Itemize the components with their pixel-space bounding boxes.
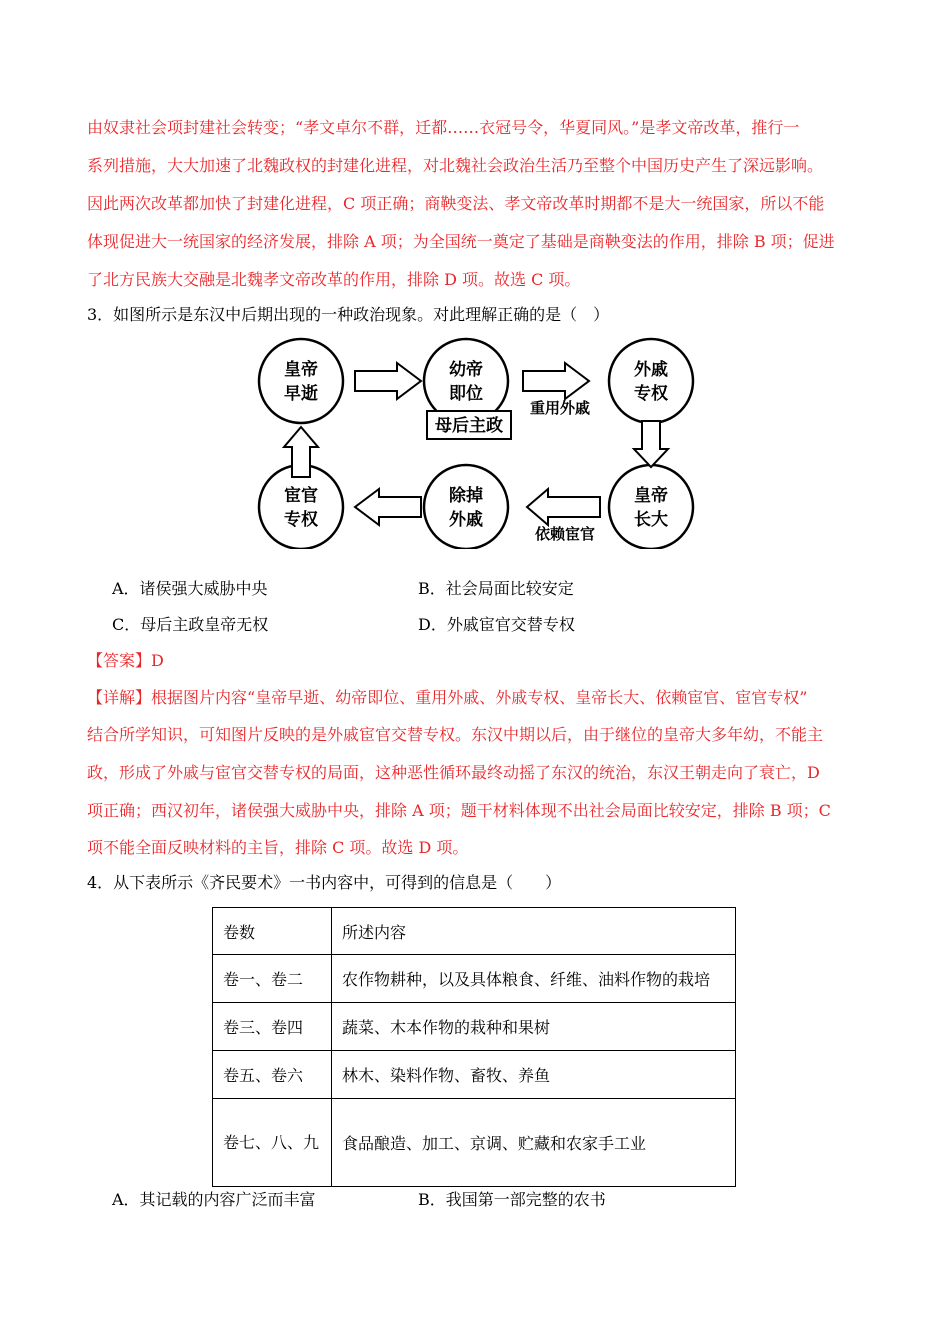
table-header-row [213, 908, 736, 955]
arrow-label: 依赖宦官 [534, 525, 596, 543]
detail-text: 根据图片内容“皇帝早逝、幼帝即位、重用外戚、外戚专权、皇帝长大、依赖宦官、宦官专权” [151, 688, 808, 707]
explanation-line: 因此两次改革都加快了封建化进程，C 项正确；商鞅变法、孝文帝改革时期都不是大一统国家，所以不能 [87, 194, 825, 213]
explanation-line: 系列措施，大大加速了北魏政权的封建化进程，对北魏社会政治生活乃至整个中国历史产生了深远影响。 [87, 156, 824, 175]
table-header: 卷数 [213, 908, 332, 955]
node-label: 宦官 [284, 486, 318, 506]
table-row [213, 955, 736, 1003]
question-3-stem: 3．如图所示是东汉中后期出现的一种政治现象。对此理解正确的是（ ） [87, 305, 610, 324]
table-cell: 卷七、八、九 [213, 1099, 332, 1187]
detail-line-1 [87, 687, 807, 709]
table-row [213, 1099, 736, 1187]
arrow-left-1 [355, 489, 421, 525]
explanation-line: 体现促进大一统国家的经济发展，排除 A 项；为全国统一奠定了基础是商鞅变法的作用，排除 B 项；促进 [87, 232, 835, 251]
node-label: 长大 [634, 510, 668, 530]
table-row [213, 1003, 736, 1051]
node-label: 外戚 [634, 360, 668, 380]
explanation-line: 了北方民族大交融是北魏孝文帝改革的作用，排除 D 项。故选 C 项。 [87, 270, 581, 289]
table-header: 所述内容 [332, 908, 736, 955]
node-label: 幼帝 [449, 360, 483, 380]
option-d[interactable]: D．外戚宦官交替专权 [418, 615, 575, 634]
diagram-right-column [597, 337, 697, 549]
node-circle-huangdi-zaoshi [259, 339, 343, 423]
table-cell: 卷三、卷四 [213, 1003, 332, 1051]
arrow-right-2 [523, 363, 589, 399]
table-row [213, 1051, 736, 1099]
detail-line: 项正确；西汉初年，诸侯强大威胁中央，排除 A 项；题干材料体现不出社会局面比较安定，排除 B 项；C [87, 801, 831, 820]
table-cell: 农作物耕种，以及具体粮食、纤维、油料作物的栽培 [332, 955, 736, 1003]
table-cell: 卷五、卷六 [213, 1051, 332, 1099]
question-4-stem: 4．从下表所示《齐民要术》一书内容中，可得到的信息是（ ） [87, 873, 562, 892]
node-label: 专权 [284, 510, 318, 530]
qimin-yaoshu-table [212, 907, 736, 1187]
node-label: 专权 [634, 384, 668, 404]
node-circle-huangdi-zhangda [609, 465, 693, 549]
node-label: 皇帝 [634, 486, 668, 506]
diagram-canvas [255, 337, 605, 549]
node-circle-chudiao-waiqi [424, 465, 508, 549]
arrow-left-2 [527, 489, 600, 525]
node-circle-waiqi-zhuanquan [609, 339, 693, 423]
table-cell: 卷一、卷二 [213, 955, 332, 1003]
detail-line: 结合所学知识，可知图片反映的是外戚宦官交替专权。东汉中期以后，由于继位的皇帝大多年幼，不能主 [87, 725, 824, 744]
arrow-label: 重用外戚 [529, 399, 591, 417]
explanation-line: 由奴隶社会项封建社会转变；“孝文卓尔不群，迁都……衣冠号令，华夏同风。”是孝文帝改革，推行一 [87, 118, 800, 137]
box-label: 母后主政 [435, 416, 503, 436]
node-label: 皇帝 [284, 360, 318, 380]
node-label: 早逝 [284, 384, 318, 404]
node-label: 外戚 [449, 510, 483, 530]
table-cell: 蔬菜、木本作物的栽种和果树 [332, 1003, 736, 1051]
option-a[interactable]: A．其记载的内容广泛而丰富 [112, 1190, 316, 1209]
table-cell: 食品酿造、加工、京调、贮藏和农家手工业 [332, 1099, 736, 1187]
table-cell: 林木、染料作物、畜牧、养鱼 [332, 1051, 736, 1099]
option-c[interactable]: C．母后主政皇帝无权 [112, 615, 269, 634]
detail-line: 项不能全面反映材料的主旨，排除 C 项。故选 D 项。 [87, 838, 469, 857]
node-label: 即位 [449, 384, 483, 404]
option-b[interactable]: B．我国第一部完整的农书 [418, 1190, 606, 1209]
detail-label: 【详解】 [87, 688, 152, 707]
option-b[interactable]: B．社会局面比较安定 [418, 579, 574, 598]
detail-line: 政，形成了外戚与宦官交替专权的局面，这种恶性循环最终动摇了东汉的统治，东汉王朝走向了衰亡，D [87, 763, 820, 782]
arrow-right-1 [355, 363, 421, 399]
answer: 【答案】D [87, 651, 164, 670]
option-a[interactable]: A．诸侯强大威胁中央 [112, 579, 268, 598]
node-label: 除掉 [449, 486, 483, 506]
arrow-down-1 [634, 421, 668, 467]
